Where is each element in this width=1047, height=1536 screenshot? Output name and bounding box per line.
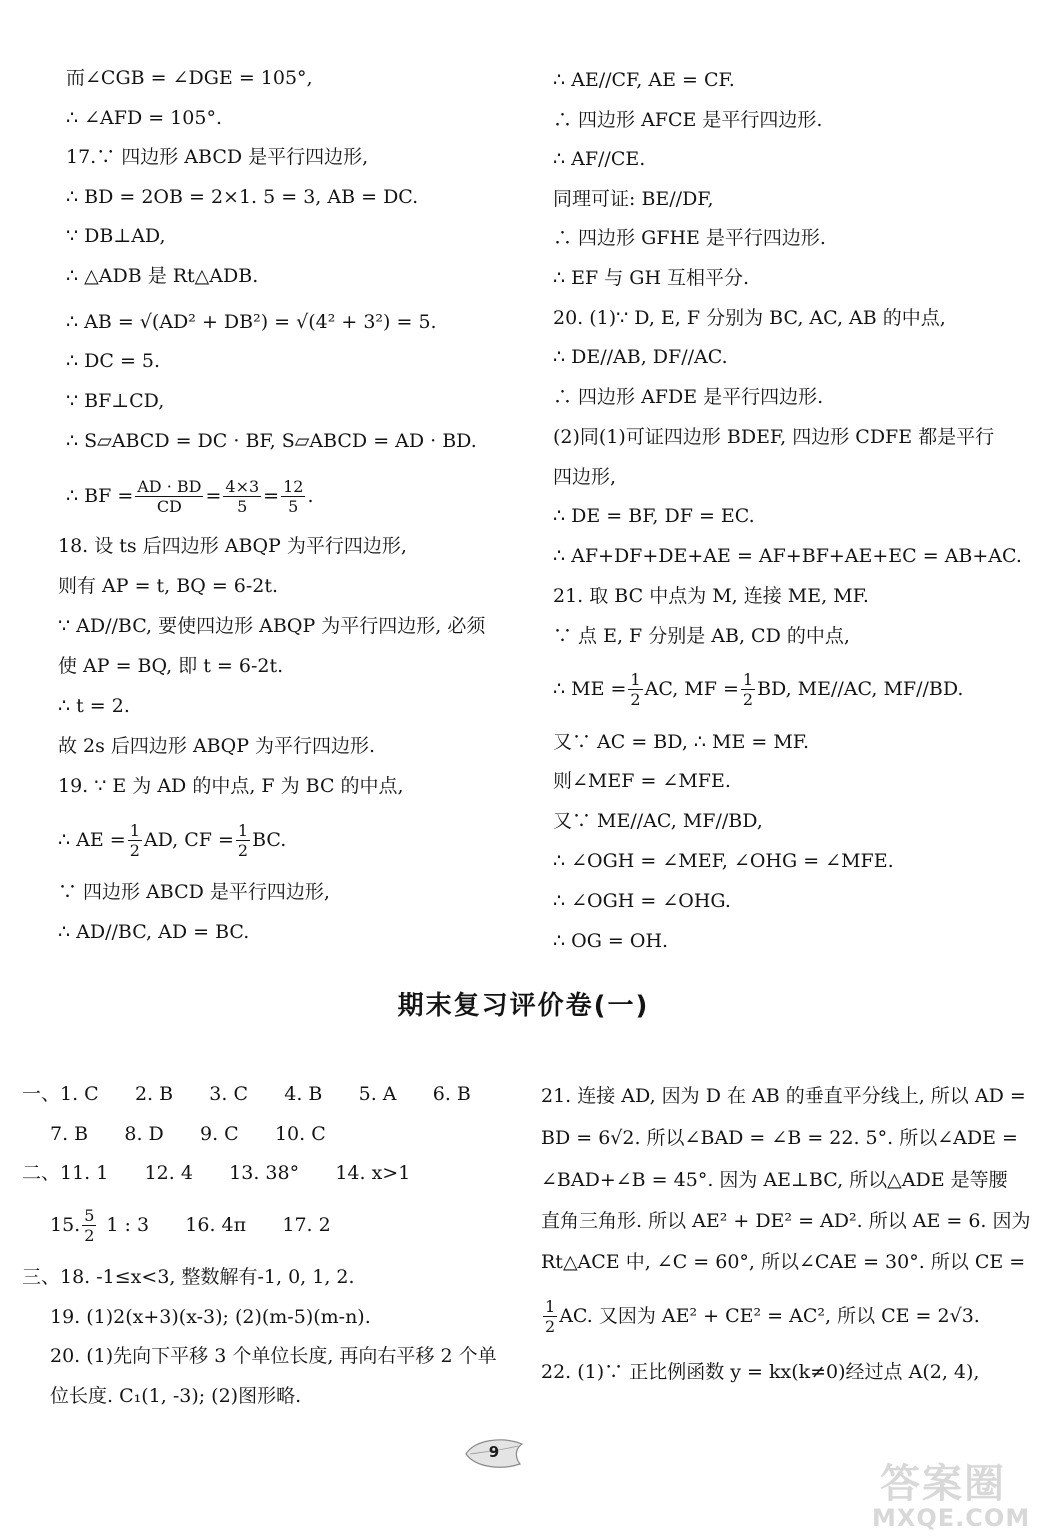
text-line: 19. ∵ E 为 AD 的中点, F 为 BC 的中点, <box>58 775 404 797</box>
text-line: 则有 AP = t, BQ = 6-2t. <box>58 575 279 597</box>
fraction: $\frac{1}{2}$ <box>237 820 249 860</box>
ae-equation: ∴ AE = $\frac{1}{2}$ AD, CF = $\frac{1}{2}$ BC. <box>58 820 287 860</box>
text-line: 又∵ ME//AC, MF//BD, <box>553 810 763 832</box>
text-line: 使 AP = BQ, 即 t = 6-2t. <box>58 655 284 677</box>
text-line: ∵ DB⊥AD, <box>66 225 166 247</box>
fraction: $\frac{12}{5}$ <box>283 476 304 516</box>
fraction: $\frac{1}{2}$ <box>545 1296 556 1336</box>
text-line: 同理可证: BE//DF, <box>553 188 714 210</box>
text-line: 四边形, <box>553 466 617 488</box>
answer-line: ∠BAD+∠B = 45°. 因为 AE⊥BC, 所以△ADE 是等腰 <box>541 1169 1008 1191</box>
text-line: ∵ 四边形 ABCD 是平行四边形, <box>58 881 330 903</box>
text-line: ∴ 四边形 AFDE 是平行四边形. <box>553 386 824 408</box>
answer-line: 二、11. 1 12. 4 13. 38° 14. x>1 <box>22 1162 411 1184</box>
answer-line-ce: $\frac{1}{2}$ AC. 又因为 AE² + CE² = AC², 所以 CE = 2√3. <box>545 1296 980 1336</box>
answer-line: 21. 连接 AD, 因为 D 在 AB 的垂直平分线上, 所以 AD = <box>541 1085 1026 1107</box>
text-line: ∴ 四边形 GFHE 是平行四边形. <box>553 227 826 249</box>
fraction: $\frac{4\times 3}{5}$ <box>225 476 260 516</box>
me-equation: ∴ ME = $\frac{1}{2}$ AC, MF = $\frac{1}{2}$ BD, ME//AC, MF//BD. <box>553 669 964 709</box>
text-line: 17.∵ 四边形 ABCD 是平行四边形, <box>66 146 369 168</box>
page-number: 9 <box>488 1443 500 1461</box>
text-line: (2)同(1)可证四边形 BDEF, 四边形 CDFE 都是平行 <box>553 426 995 448</box>
text-line: ∴ OG = OH. <box>553 930 669 952</box>
text-line: ∴ AB = √(AD² + DB²) = √(4² + 3²) = 5. <box>66 311 437 333</box>
text-line: ∴ ∠AFD = 105°. <box>66 107 222 129</box>
answer-line: BD = 6√2. 所以∠BAD = ∠B = 22. 5°. 所以∠ADE = <box>541 1127 1018 1149</box>
answer-line: 三、18. -1≤x<3, 整数解有-1, 0, 1, 2. <box>22 1266 355 1288</box>
answer-line: 22. (1)∵ 正比例函数 y = kx(k≠0)经过点 A(2, 4), <box>541 1361 980 1383</box>
fraction: $\frac{1}{2}$ <box>129 820 140 860</box>
answer-line: 直角三角形. 所以 AE² + DE² = AD². 所以 AE = 6. 因为 <box>541 1210 1031 1232</box>
bf-label: ∴ BF = <box>66 485 134 507</box>
page-number-badge <box>462 1436 526 1470</box>
text-line: ∴ AF//CE. <box>553 148 646 170</box>
fraction: $\frac{AD \cdot BD}{CD}$ <box>137 476 202 516</box>
bf-equation: ∴ BF = $\frac{AD \cdot BD}{CD}$ = $\frac{4\times 3}{5}$ = $\frac{12}{5}$ . <box>66 470 313 522</box>
text-line: 21. 取 BC 中点为 M, 连接 ME, MF. <box>553 585 869 607</box>
text-line: 20. (1)∵ D, E, F 分别为 BC, AC, AB 的中点, <box>553 307 946 329</box>
text-line: ∴ DE = BF, DF = EC. <box>553 505 755 527</box>
text-line: 18. 设 ts 后四边形 ABQP 为平行四边形, <box>58 535 407 557</box>
fraction: $\frac{1}{2}$ <box>742 669 754 709</box>
fraction: $\frac{5}{2}$ <box>84 1205 95 1245</box>
answer-line-q15: 15. $\frac{5}{2}$ 1 : 3 16. 4π 17. 2 <box>50 1205 331 1245</box>
text-line: ∴ △ADB 是 Rt△ADB. <box>66 265 259 287</box>
text-line: ∴ DE//AB, DF//AC. <box>553 346 728 368</box>
text-line: ∵ BF⊥CD, <box>66 390 165 412</box>
text-line: ∴ ∠OGH = ∠MEF, ∠OHG = ∠MFE. <box>553 850 894 872</box>
text-line: ∴ DC = 5. <box>66 350 161 372</box>
text-line: ∴ AF+DF+DE+AE = AF+BF+AE+EC = AB+AC. <box>553 545 1022 567</box>
watermark-url: MXQE.COM <box>872 1504 1031 1532</box>
text-line: ∴ EF 与 GH 互相平分. <box>553 267 750 289</box>
text-line: ∴ AD//BC, AD = BC. <box>58 921 250 943</box>
text-line: ∴ S▱ABCD = DC · BF, S▱ABCD = AD · BD. <box>66 430 477 452</box>
text-line: ∴ t = 2. <box>58 695 130 717</box>
answer-line: 20. (1)先向下平移 3 个单位长度, 再向右平移 2 个单 <box>50 1345 497 1367</box>
text-line: 而∠CGB = ∠DGE = 105°, <box>66 67 313 89</box>
text-line: 故 2s 后四边形 ABQP 为平行四边形. <box>58 735 376 757</box>
answer-line: 位长度. C₁(1, -3); (2)图形略. <box>50 1385 302 1407</box>
watermark-logo: 答案圈 <box>880 1461 1006 1507</box>
watermark <box>862 1448 1042 1534</box>
fraction: $\frac{1}{2}$ <box>630 669 641 709</box>
answer-line: 7. B 8. D 9. C 10. C <box>50 1123 326 1145</box>
text-line: ∴ BD = 2OB = 2×1. 5 = 3, AB = DC. <box>66 186 419 208</box>
text-line: ∴ ∠OGH = ∠OHG. <box>553 890 731 912</box>
text-line: 则∠MEF = ∠MFE. <box>553 770 731 792</box>
text-line: ∵ 点 E, F 分别是 AB, CD 的中点, <box>553 625 850 647</box>
text-line: ∴ 四边形 AFCE 是平行四边形. <box>553 109 823 131</box>
text-line: 又∵ AC = BD, ∴ ME = MF. <box>553 731 810 753</box>
text-line: ∵ AD//BC, 要使四边形 ABQP 为平行四边形, 必须 <box>58 615 486 637</box>
answer-line: 一、1. C 2. B 3. C 4. B 5. A 6. B <box>22 1083 471 1105</box>
answer-line: Rt△ACE 中, ∠C = 60°, 所以∠CAE = 30°. 所以 CE = <box>541 1251 1026 1273</box>
text-line: ∴ AE//CF, AE = CF. <box>553 69 735 91</box>
section-title: 期末复习评价卷(一) <box>397 991 650 1021</box>
answer-line: 19. (1)2(x+3)(x-3); (2)(m-5)(m-n). <box>50 1306 371 1328</box>
